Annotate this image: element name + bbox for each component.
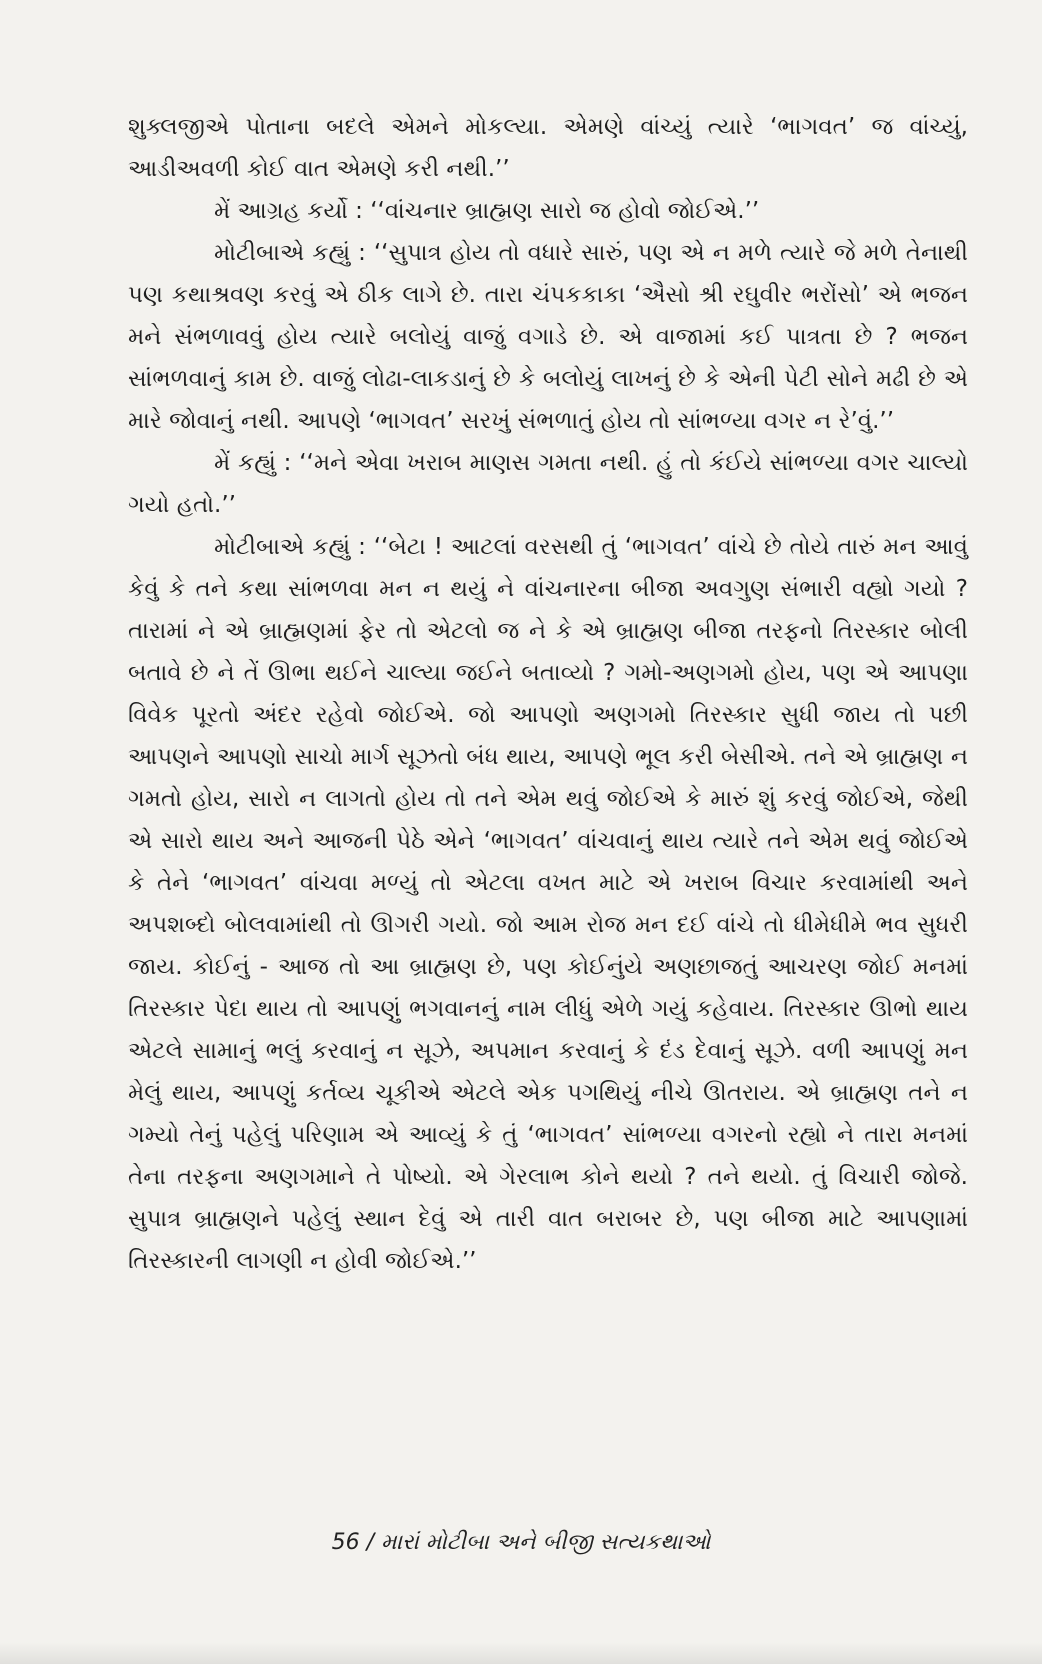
paragraph-2: મેં આગ્રહ કર્યો : ‘‘વાંચનાર બ્રાહ્મણ સારો જ હોવો જોઈએ.’’ [214,198,760,224]
page-body [128,106,968,1282]
page-footer: 56 / મારાં મોટીબા અને બીજી સત્યકથાઓ [331,1530,711,1555]
paragraph-1: શુક્લજીએ પોતાના બદલે એમને મોકલ્યા. એમણે વાંચ્યું ત્યારે ‘ભાગવત’ જ વાંચ્યું, આડીઅવળી કોઈ વાત એમણે કરી નથી.’’ [128,114,968,182]
paragraph-3: મોટીબાએ કહ્યું : ‘‘સુપાત્ર હોય તો વધારે સારું, પણ એ ન મળે ત્યારે જે મળે તેનાથી પણ કથાશ્રવણ કરવું એ ઠીક લાગે છે. તારા ચંપકકાકા ‘ઐસો શ્રી રઘુવીર ભરોંસો’ એ ભજન મને સંભળાવવું હોય ત્યારે બલોયું વાજું વગાડે છે. એ વાજામાં કઈ પાત્રતા છે ? ભજન સાંભળવાનું કામ છે. વાજું લોઢા-લાકડાનું છે કે બલોયું લાખનું છે કે એની પેટી સોને મઢી છે એ મારે જોવાનું નથી. આપણે ‘ભાગવત’ સરખું સંભળાતું હોય તો સાંભળ્યા વગર ન રે’વું.’’ [128,240,968,434]
paragraph-4: મેં કહ્યું : ‘‘મને એવા ખરાબ માણસ ગમતા નથી. હું તો કંઈયે સાંભળ્યા વગર ચાલ્યો ગયો હતો.’’ [128,450,968,518]
paragraph-5: મોટીબાએ કહ્યું : ‘‘બેટા ! આટલાં વરસથી તું ‘ભાગવત’ વાંચે છે તોયે તારું મન આવું કેવું કે તને કથા સાંભળવા મન ન થયું ને વાંચનારના બીજા અવગુણ સંભારી વહ્યો ગયો ? તારામાં ને એ બ્રાહ્મણમાં ફેર તો એટલો જ ને કે એ બ્રાહ્મણ બીજા તરફનો તિરસ્કાર બોલી બતાવે છે ને તેં ઊભા થઈને ચાલ્યા જઈને બતાવ્યો ? ગમો-અણગમો હોય, પણ એ આપણા વિવેક પૂરતો અંદર રહેવો જોઈએ. જો આપણો અણગમો તિરસ્કાર સુધી જાય તો પછી આપણને આપણો સાચો માર્ગ સૂઝતો બંધ થાય, આપણે ભૂલ કરી બેસીએ. તને એ બ્રાહ્મણ ન ગમતો હોય, સારો ન લાગતો હોય તો તને એમ થવું જોઈએ કે મારું શું કરવું જોઈએ, જેથી એ સારો થાય અને આજની પેઠે એને ‘ભાગવત’ વાંચવાનું થાય ત્યારે તને એમ થવું જોઈએ કે તેને ‘ભાગવત’ વાંચવા મળ્યું તો એટલા વખત માટે એ ખરાબ વિચાર કરવામાંથી અને અપશબ્દો બોલવામાંથી તો ઊગરી ગયો. જો આમ રોજ મન દઈ વાંચે તો ધીમેધીમે ભવ સુધરી જાય. કોઈનું - આજ તો આ બ્રાહ્મણ છે, પણ કોઈનુંયે અણછાજતું આચરણ જોઈ મનમાં તિરસ્કાર પેદા થાય તો આપણું ભગવાનનું નામ લીધું એળે ગયું કહેવાય. તિરસ્કાર ઊભો થાય એટલે સામાનું ભલું કરવાનું ન સૂઝે, અપમાન કરવાનું કે દંડ દેવાનું સૂઝે. વળી આપણું મન મેલું થાય, આપણું કર્તવ્ય ચૂકીએ એટલે એક પગથિયું નીચે ઊતરાય. એ બ્રાહ્મણ તને ન ગમ્યો તેનું પહેલું પરિણામ એ આવ્યું કે તું ‘ભાગવત’ સાંભળ્યા વગરનો રહ્યો ને તારા મનમાં તેના તરફના અણગમાને તે પોષ્યો. એ ગેરલાભ કોને થયો ? તને થયો. તું વિચારી જોજે. સુપાત્ર બ્રાહ્મણને પહેલું સ્થાન દેવું એ તારી વાત બરાબર છે, પણ બીજા માટે આપણામાં તિરસ્કારની લાગણી ન હોવી જોઈએ.’’ [128,534,969,1274]
